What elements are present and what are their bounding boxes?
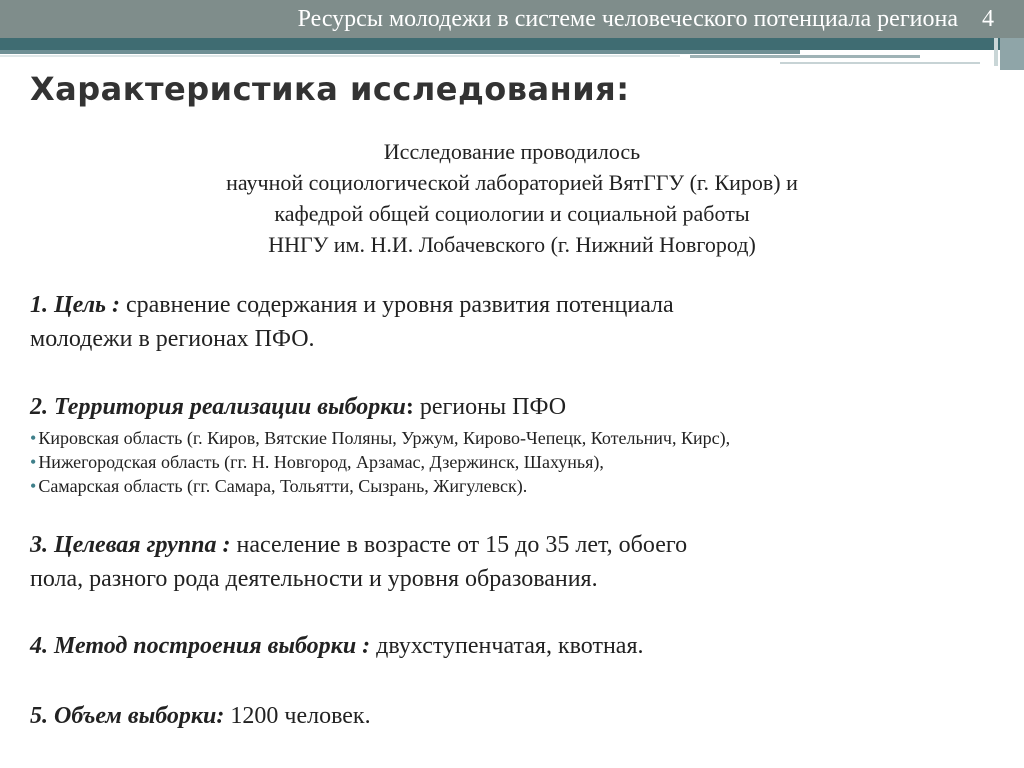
- intro-line: кафедрой общей социологии и социальной работы: [274, 201, 750, 226]
- point-label: 4. Метод построения выборки :: [30, 633, 371, 659]
- decorative-stripe: [0, 55, 680, 57]
- intro-paragraph: [0, 136, 1024, 260]
- decorative-corner: [1000, 38, 1024, 70]
- header-bar: [0, 0, 1024, 38]
- bullet-icon: •: [30, 428, 37, 448]
- slide-heading: Характеристика исследования:: [30, 70, 630, 108]
- list-item: [30, 426, 1010, 450]
- point-text: двухступенчатая, квотная.: [370, 633, 644, 659]
- region-text: Нижегородская область (гг. Н. Новгород, Арзамас, Дзержинск, Шахунья),: [38, 452, 604, 472]
- list-item: [30, 450, 1010, 474]
- point-label: 2. Территория реализации выборки: [30, 394, 406, 420]
- decorative-stripe: [690, 55, 920, 58]
- decorative-stripe: [0, 38, 1024, 50]
- point-text: 1200 человек.: [224, 703, 371, 729]
- region-text: Кировская область (г. Киров, Вятские Поляны, Уржум, Кирово-Чепецк, Котельнич, Кирс),: [38, 428, 731, 448]
- point-colon: :: [405, 394, 414, 420]
- decorative-corner: [994, 38, 998, 66]
- bullet-icon: •: [30, 452, 37, 472]
- point-sampling-method: [30, 629, 1000, 663]
- intro-line: Исследование проводилось: [383, 139, 641, 164]
- point-goal: [30, 288, 1000, 356]
- intro-line: научной социологической лабораторией ВятГГУ (г. Киров) и: [226, 170, 798, 195]
- point-text: регионы ПФО: [413, 394, 567, 420]
- point-territory: [30, 390, 1000, 424]
- decorative-stripe: [0, 50, 800, 54]
- point-label: 5. Объем выборки:: [30, 703, 225, 729]
- decorative-stripe: [780, 62, 980, 64]
- point-text: сравнение содержания и уровня развития потенциала: [120, 292, 674, 318]
- point-label: 1. Цель :: [30, 292, 120, 318]
- point-text: население в возрасте от 15 до 35 лет, обоего: [230, 532, 688, 558]
- bullet-icon: •: [30, 476, 37, 496]
- point-sample-size: [30, 699, 1000, 733]
- region-text: Самарская область (гг. Самара, Тольятти, Сызрань, Жигулевск).: [38, 476, 528, 496]
- point-target-group: [30, 528, 1000, 596]
- slide-number: 4: [982, 6, 994, 32]
- list-item: [30, 474, 1010, 498]
- point-text: молодежи в регионах ПФО.: [30, 326, 315, 352]
- presentation-title: Ресурсы молодежи в системе человеческого потенциала региона: [297, 6, 958, 32]
- point-label: 3. Целевая группа :: [30, 532, 231, 558]
- regions-list: [30, 426, 1010, 498]
- intro-line: ННГУ им. Н.И. Лобачевского (г. Нижний Новгород): [268, 232, 756, 257]
- point-text: пола, разного рода деятельности и уровня образования.: [30, 566, 598, 592]
